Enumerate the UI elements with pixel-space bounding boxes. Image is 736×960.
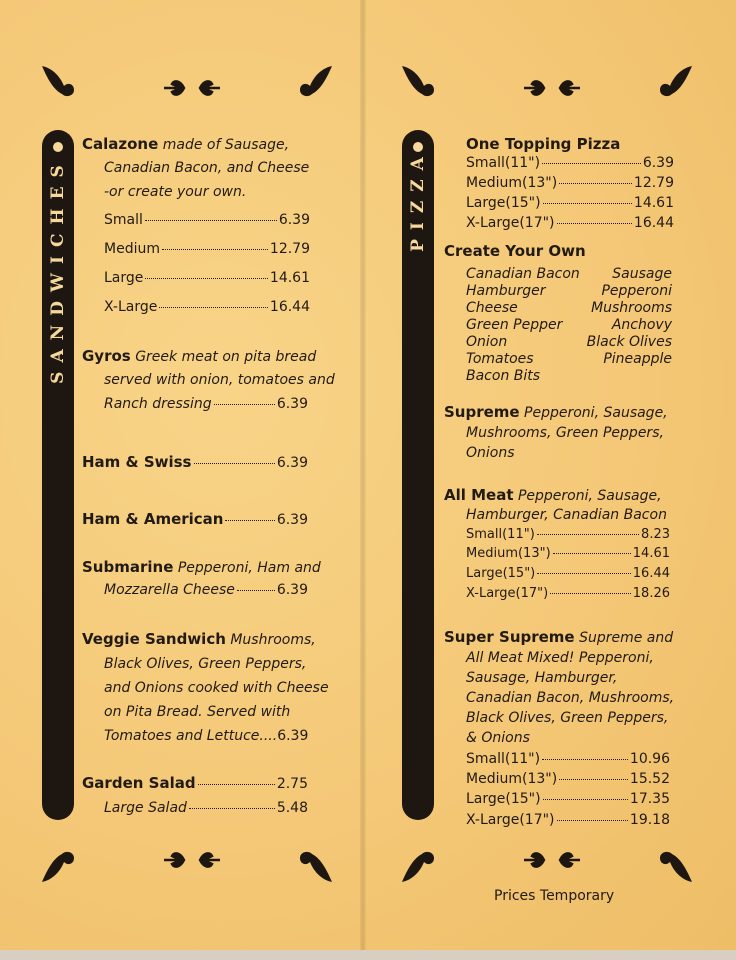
submarine-name: Submarine <box>82 558 174 576</box>
submarine-title-line <box>82 557 321 578</box>
calazone-name: Calazone <box>82 135 159 153</box>
price-row <box>104 800 308 816</box>
size-label: X-Large(17") <box>466 586 549 601</box>
size-label: X-Large(17") <box>466 215 555 231</box>
topping: Green Pepper <box>466 317 563 333</box>
veggie-desc: and Onions cooked with Cheese <box>104 680 329 696</box>
ham-american-name: Ham & American <box>82 510 224 528</box>
size-price: 16.44 <box>632 566 670 581</box>
topping: Mushrooms <box>591 300 672 316</box>
size-label: Medium(13") <box>466 546 551 561</box>
supreme-name: Supreme <box>444 403 520 421</box>
super-supreme-name: Super Supreme <box>444 628 575 646</box>
size-label: Small(11") <box>466 751 541 767</box>
super-supreme-desc: Supreme and <box>579 630 674 646</box>
super-supreme-desc: Canadian Bacon, Mushrooms, <box>466 690 675 706</box>
topping: Onion <box>466 334 508 350</box>
veggie-desc: Tomatoes and Lettuce.... <box>104 728 278 744</box>
fleuron-icon <box>38 846 78 886</box>
supreme-desc: Mushrooms, Green Peppers, <box>466 425 664 441</box>
price-row <box>466 527 670 542</box>
create-own-name: Create Your Own <box>444 242 586 260</box>
ham-swiss-price: 6.39 <box>276 455 308 471</box>
pizza-side-bar <box>402 130 434 820</box>
super-supreme-desc: Sausage, Hamburger, <box>466 670 618 686</box>
veggie-desc: on Pita Bread. Served with <box>104 704 291 720</box>
price-row <box>104 241 310 257</box>
price-row <box>104 212 310 228</box>
topping-row <box>466 266 672 283</box>
super-supreme-desc: All Meat Mixed! Pepperoni, <box>466 650 654 666</box>
size-price: 8.23 <box>641 527 670 542</box>
fleuron-icon <box>296 846 336 886</box>
topping: Anchovy <box>611 317 672 333</box>
veggie-desc: Mushrooms, <box>230 632 316 648</box>
price-row <box>82 453 308 471</box>
size-price: 15.52 <box>629 771 670 787</box>
size-price: 14.61 <box>269 270 310 286</box>
size-label: Large(15") <box>466 195 541 211</box>
topping: Pepperoni <box>601 283 672 299</box>
size-label: Medium(13") <box>466 175 558 191</box>
size-label: Large(15") <box>466 566 536 581</box>
all-meat-desc: Pepperoni, Sausage, <box>517 488 662 504</box>
size-price: 12.79 <box>269 241 310 257</box>
price-row <box>466 195 674 211</box>
topping: Cheese <box>466 300 518 316</box>
supreme-title-line <box>444 402 668 423</box>
veggie-name: Veggie Sandwich <box>82 630 226 648</box>
size-label: Large <box>104 270 144 286</box>
large-salad-label: Large Salad <box>104 800 187 816</box>
gyros-desc: Greek meat on pita bread <box>135 349 317 365</box>
veggie-desc: Black Olives, Green Peppers, <box>104 656 307 672</box>
topping: Pineapple <box>603 351 672 367</box>
submarine-desc: Mozzarella Cheese <box>104 582 235 598</box>
price-row <box>104 299 310 315</box>
ham-american-price: 6.39 <box>276 512 308 528</box>
one-topping-name: One Topping Pizza <box>466 135 621 153</box>
gyros-desc: served with onion, tomatoes and <box>104 372 335 388</box>
large-salad-price: 5.48 <box>276 800 308 816</box>
size-label: Medium <box>104 241 160 257</box>
price-row <box>466 155 674 171</box>
size-price: 16.44 <box>269 299 310 315</box>
topping: Sausage <box>612 266 672 282</box>
super-supreme-desc: & Onions <box>466 730 530 746</box>
size-price: 6.39 <box>642 155 674 171</box>
size-label: Small(11") <box>466 527 535 542</box>
prices-temporary-note: Prices Temporary <box>494 888 615 904</box>
size-label: X-Large <box>104 299 158 315</box>
gyros-name: Gyros <box>82 347 131 365</box>
topping-row <box>466 317 672 334</box>
price-row <box>466 546 670 561</box>
price-row <box>466 566 670 581</box>
double-arrow-divider-icon <box>162 76 222 100</box>
topping-row <box>466 334 672 351</box>
price-row <box>466 215 674 231</box>
price-row <box>82 510 308 528</box>
fleuron-icon <box>656 846 696 886</box>
pizza-side-label: PIZZA <box>408 148 428 252</box>
double-arrow-divider-icon <box>522 848 582 872</box>
size-price: 14.61 <box>632 546 670 561</box>
topping: Bacon Bits <box>466 368 541 384</box>
topping: Canadian Bacon <box>466 266 580 282</box>
calazone-desc: made of Sausage, <box>162 137 290 153</box>
veggie-price: 6.39 <box>277 728 309 744</box>
garden-salad-name: Garden Salad <box>82 774 196 792</box>
size-price: 17.35 <box>629 791 670 807</box>
all-meat-name: All Meat <box>444 486 514 504</box>
double-arrow-divider-icon <box>522 76 582 100</box>
price-row <box>466 791 670 807</box>
fleuron-icon <box>38 62 78 102</box>
calazone-title-line <box>82 134 289 155</box>
topping-row <box>466 283 672 300</box>
fleuron-icon <box>398 846 438 886</box>
size-price: 6.39 <box>278 212 310 228</box>
price-row <box>104 582 308 598</box>
fleuron-icon <box>398 62 438 102</box>
price-row <box>82 774 308 792</box>
toppings-list <box>466 266 672 385</box>
submarine-desc: Pepperoni, Ham and <box>177 560 321 576</box>
topping-row <box>466 368 672 385</box>
fleuron-icon <box>296 62 336 102</box>
sandwiches-side-label: SANDWICHES <box>48 156 68 384</box>
price-row <box>104 270 310 286</box>
calazone-desc: Canadian Bacon, and Cheese <box>104 160 310 176</box>
size-label: Large(15") <box>466 791 541 807</box>
all-meat-desc: Hamburger, Canadian Bacon <box>466 507 667 523</box>
supreme-desc: Pepperoni, Sausage, <box>524 405 668 421</box>
super-supreme-desc: Black Olives, Green Peppers, <box>466 710 669 726</box>
ham-swiss-name: Ham & Swiss <box>82 453 192 471</box>
page-edge <box>0 950 736 960</box>
calazone-desc: -or create your own. <box>104 184 247 200</box>
size-price: 16.44 <box>633 215 674 231</box>
topping-row <box>466 300 672 317</box>
price-row <box>466 586 670 601</box>
size-price: 18.26 <box>632 586 670 601</box>
price-row <box>466 771 670 787</box>
price-row <box>466 751 670 767</box>
topping: Hamburger <box>466 283 546 299</box>
price-row <box>466 812 670 828</box>
gyros-desc: Ranch dressing <box>104 396 212 412</box>
topping: Tomatoes <box>466 351 534 367</box>
size-price: 12.79 <box>633 175 674 191</box>
gyros-price: 6.39 <box>276 396 308 412</box>
sandwiches-side-bar <box>42 130 74 820</box>
supreme-desc: Onions <box>466 445 515 461</box>
size-label: X-Large(17") <box>466 812 555 828</box>
size-label: Small(11") <box>466 155 541 171</box>
size-label: Medium(13") <box>466 771 558 787</box>
fleuron-icon <box>656 62 696 102</box>
size-price: 19.18 <box>629 812 670 828</box>
all-meat-title-line <box>444 485 662 506</box>
topping-row <box>466 351 672 368</box>
size-label: Small <box>104 212 143 228</box>
price-row <box>466 175 674 191</box>
submarine-price: 6.39 <box>276 582 308 598</box>
price-row <box>104 396 308 412</box>
page-fold <box>360 0 366 960</box>
veggie-title-line <box>82 629 316 650</box>
double-arrow-divider-icon <box>162 848 222 872</box>
veggie-last-line <box>104 726 308 746</box>
size-price: 10.96 <box>629 751 670 767</box>
size-price: 14.61 <box>633 195 674 211</box>
topping: Black Olives <box>586 334 672 350</box>
garden-salad-price: 2.75 <box>276 776 308 792</box>
gyros-title-line <box>82 346 316 367</box>
super-supreme-title-line <box>444 627 673 648</box>
bar-dot <box>53 142 63 152</box>
